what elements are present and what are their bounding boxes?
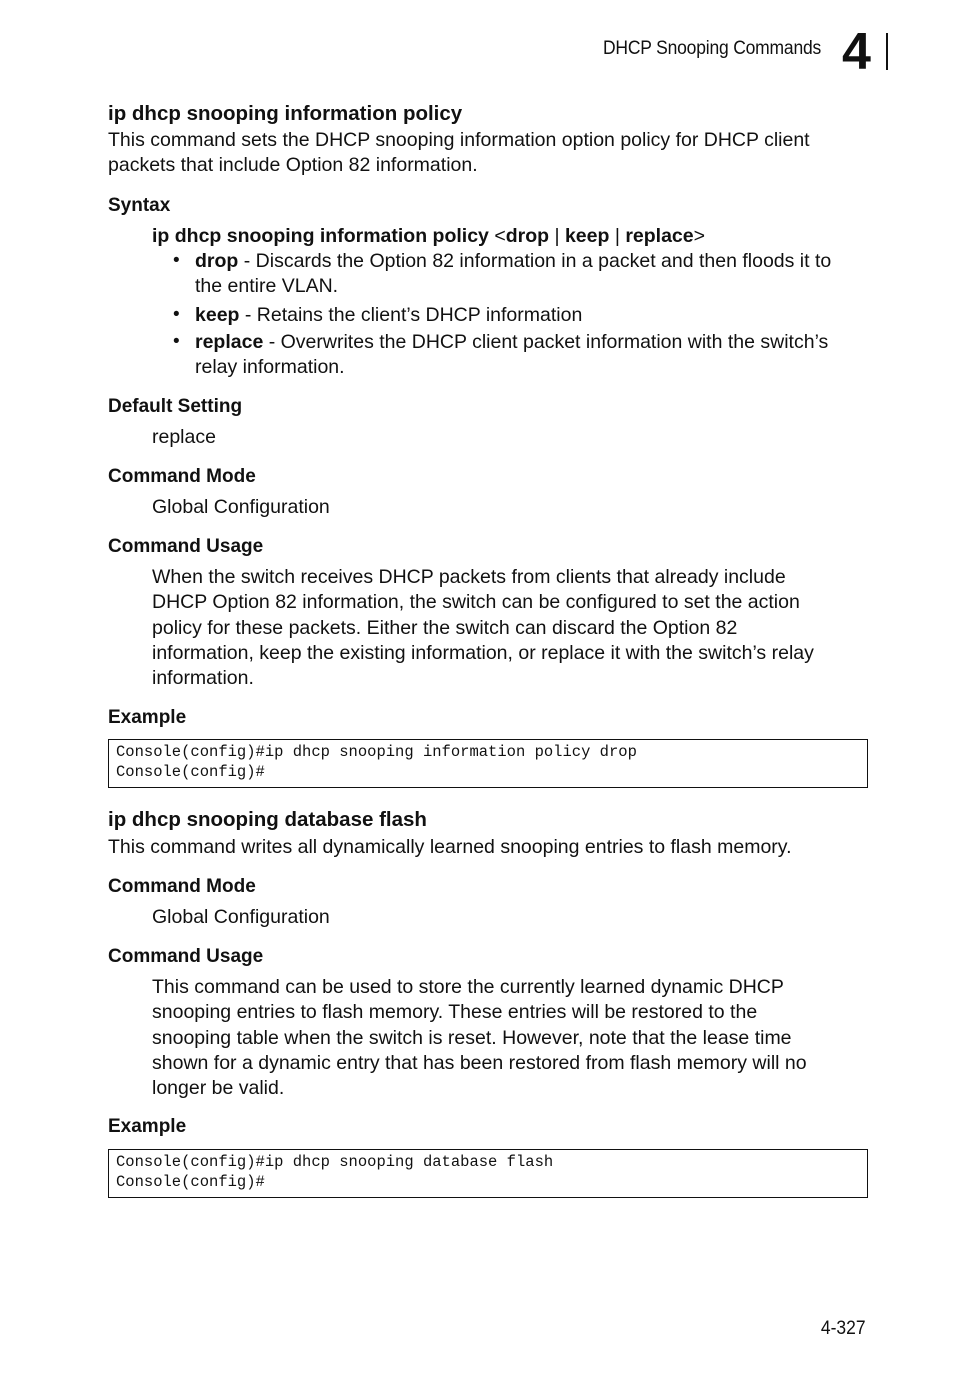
usage-line: information, keep the existing information, or replace it with the switch’s relay: [152, 641, 814, 664]
usage-line: DHCP Option 82 information, the switch can be configured to set the action: [152, 591, 800, 614]
syntax-option-keep: keep: [564, 225, 610, 247]
default-setting-heading: Default Setting: [108, 396, 243, 417]
syntax-line: [152, 224, 705, 249]
running-header-title: DHCP Snooping Commands: [602, 38, 821, 59]
bullet-text: - Discards the Option 82 information in a packet and then floods it to: [238, 250, 832, 272]
bullet-dot: •: [173, 250, 180, 271]
description-line: packets that include Option 82 information.: [108, 154, 478, 177]
description-line: This command sets the DHCP snooping information option policy for DHCP client: [108, 129, 810, 151]
syntax-separator: |: [609, 225, 626, 247]
command-usage-heading: Command Usage: [108, 536, 264, 557]
bullet-item-keep: [195, 303, 582, 328]
code-line: Console(config)#: [116, 763, 265, 781]
bullet-term: keep: [195, 304, 240, 326]
code-line: Console(config)#ip dhcp snooping database flash: [116, 1153, 554, 1171]
usage-line: This command can be used to store the currently learned dynamic DHCP: [152, 976, 784, 998]
command-usage-text: [152, 565, 814, 691]
bullet-dot: •: [173, 331, 180, 352]
bullet-text: - Overwrites the DHCP client packet information with the switch’s: [263, 331, 829, 353]
syntax-close: >: [693, 225, 706, 247]
example-heading: Example: [108, 707, 187, 728]
usage-line: snooping entries to flash memory. These entries will be restored to the: [152, 1001, 758, 1024]
bullet-item-drop: [195, 249, 831, 300]
chapter-number: 4: [842, 23, 871, 81]
usage-line: information.: [152, 667, 254, 690]
syntax-separator: |: [549, 225, 565, 247]
code-line: Console(config)#ip dhcp snooping information policy drop: [116, 743, 637, 761]
command-mode-heading: Command Mode: [108, 466, 256, 487]
bullet-text: relay information.: [195, 356, 345, 379]
usage-line: shown for a dynamic entry that has been restored from flash memory will no: [152, 1051, 807, 1074]
example-code-block: [108, 1149, 868, 1198]
usage-line: snooping table when the switch is reset. However, note that the lease time: [152, 1026, 792, 1049]
command-usage-text: [152, 975, 807, 1101]
syntax-heading: Syntax: [108, 195, 171, 216]
syntax-command: ip dhcp snooping information policy: [152, 225, 489, 247]
chapter-divider: [886, 33, 888, 70]
command-title: ip dhcp snooping database flash: [108, 808, 427, 831]
example-code-block: [108, 739, 868, 788]
example-heading: Example: [108, 1116, 187, 1137]
command-mode-value: Global Configuration: [152, 906, 330, 928]
bullet-dot: •: [173, 304, 180, 325]
syntax-option-drop: drop: [505, 225, 550, 247]
default-setting-value: replace: [152, 426, 216, 448]
command-description: This command writes all dynamically learned snooping entries to flash memory.: [108, 836, 792, 858]
command-description: [108, 128, 810, 179]
command-title: ip dhcp snooping information policy: [108, 102, 463, 125]
syntax-open: <: [494, 225, 506, 247]
code-line: Console(config)#: [116, 1173, 265, 1191]
usage-line: longer be valid.: [152, 1077, 285, 1100]
bullet-term: drop: [195, 250, 239, 272]
bullet-text: - Retains the client’s DHCP information: [239, 304, 583, 326]
bullet-term: replace: [195, 331, 264, 353]
command-mode-heading: Command Mode: [108, 876, 256, 897]
command-usage-heading: Command Usage: [108, 946, 264, 967]
syntax-option-replace: replace: [625, 225, 694, 247]
page-number: 4-327: [821, 1318, 866, 1339]
bullet-text: the entire VLAN.: [195, 275, 339, 298]
bullet-item-replace: [195, 330, 828, 381]
command-mode-value: Global Configuration: [152, 496, 330, 518]
usage-line: When the switch receives DHCP packets from clients that already include: [152, 566, 786, 588]
usage-line: policy for these packets. Either the switch can discard the Option 82: [152, 616, 738, 639]
